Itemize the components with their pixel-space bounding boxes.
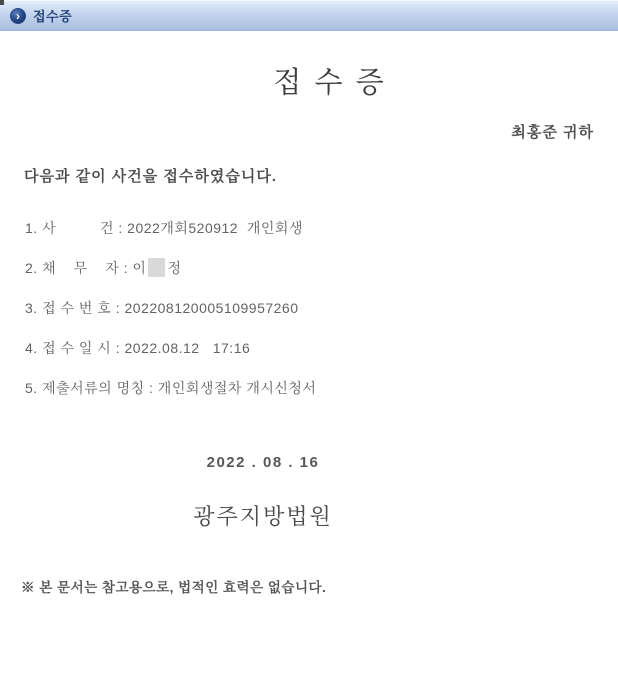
document-title: 접 수 증	[273, 67, 387, 99]
list-item-receipt-datetime: 4. 접 수 일 시 : 2022.08.12 17:16	[25, 340, 251, 356]
header-title: 접수증	[33, 9, 73, 24]
list-item-submitted-document: 5. 제출서류의 명칭 : 개인회생절차 개시신청서	[25, 380, 317, 396]
case-detail-list	[0, 218, 618, 418]
chevron-right-circle-icon: ›	[10, 8, 26, 24]
debtor-prefix: 2. 채 무 자 : 이	[25, 260, 147, 276]
court-name: 광주지방법원	[193, 504, 333, 529]
legal-disclaimer: ※ 본 문서는 참고용으로, 법적인 효력은 없습니다.	[21, 580, 327, 595]
window-header-bar	[0, 0, 618, 31]
intro-sentence: 다음과 같이 사건을 접수하였습니다.	[24, 168, 278, 185]
debtor-suffix: 정	[167, 260, 182, 276]
list-item-receipt-number: 3. 접 수 번 호 : 202208120005109957260	[25, 300, 299, 316]
window-corner-artifact	[0, 0, 4, 5]
redaction-box	[148, 258, 165, 277]
list-item-debtor	[25, 258, 618, 298]
recipient-line: 최홍준 귀하	[511, 124, 594, 141]
issue-date: 2022 . 08 . 16	[206, 454, 320, 471]
list-item-case-number: 1. 사 건 : 2022개회520912 개인회생	[25, 220, 303, 236]
